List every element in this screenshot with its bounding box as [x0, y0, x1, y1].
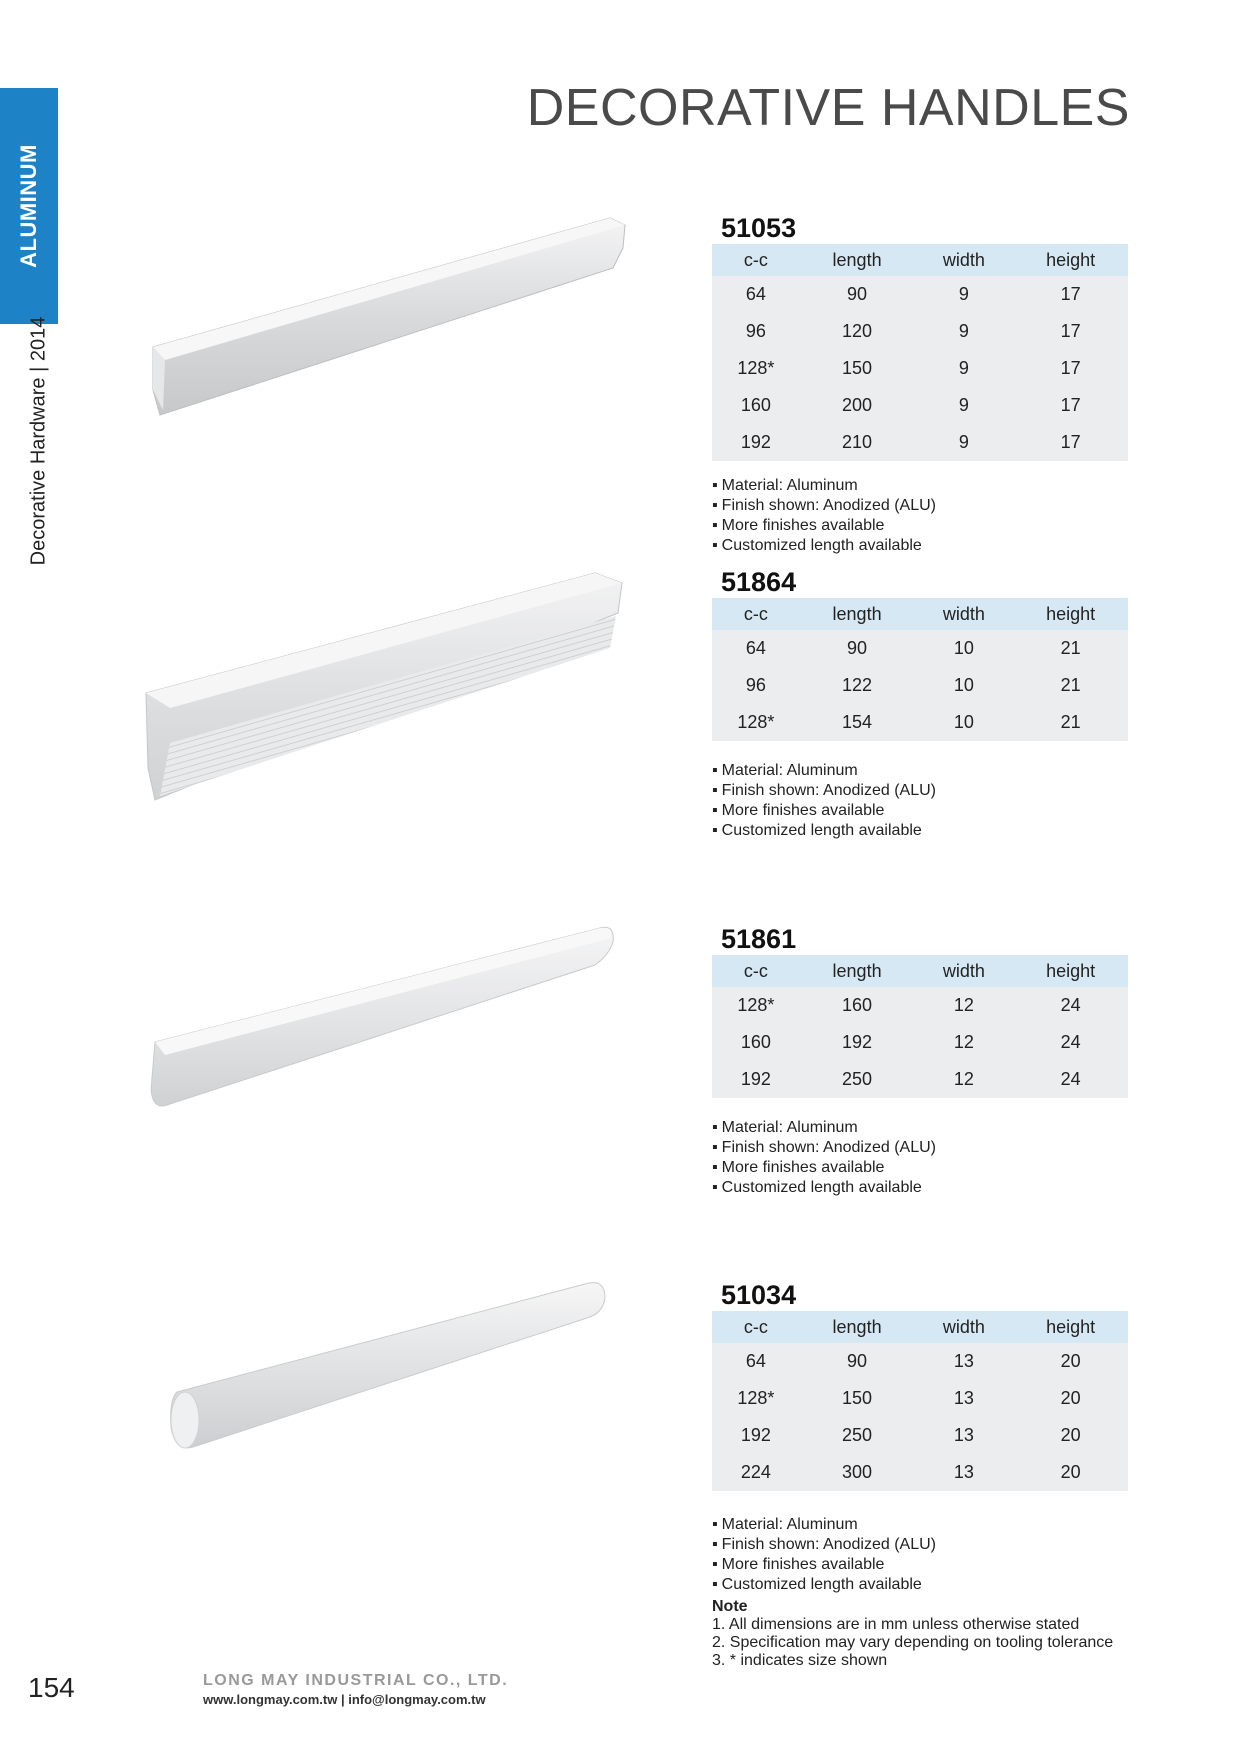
cell-width: 9: [958, 432, 969, 452]
feature-item: ▪ More finishes available: [712, 516, 1128, 536]
handle-image-51034: [165, 1272, 615, 1462]
cell-width: 13: [953, 1351, 974, 1371]
feature-item: ▪ Finish shown: Anodized (ALU): [712, 781, 1128, 801]
column-header-cc: c-c: [712, 955, 800, 987]
cell-length: 90: [847, 284, 868, 304]
table-row: [712, 350, 1128, 387]
cell-height: 21: [1060, 712, 1081, 732]
product-51861: [712, 923, 1128, 1198]
table-row: [712, 1380, 1128, 1417]
cell-width: 13: [953, 1425, 974, 1445]
table-row: [712, 667, 1128, 704]
table-row: [712, 1417, 1128, 1454]
column-header-length: length: [800, 1311, 915, 1343]
table-header-row: [712, 244, 1128, 276]
product-51034: [712, 1279, 1128, 1595]
note-block: [712, 1598, 1113, 1670]
feature-item: ▪ Material: Aluminum: [712, 476, 1128, 496]
cell-cc: 224: [740, 1462, 771, 1482]
cell-cc: 192: [740, 1425, 771, 1445]
spec-table: [712, 1311, 1128, 1491]
cell-cc: 160: [740, 395, 771, 415]
feature-item: ▪ Customized length available: [712, 821, 1128, 841]
cell-cc: 128*: [737, 712, 775, 732]
column-header-height: height: [1013, 598, 1128, 630]
cell-width: 12: [953, 995, 974, 1015]
column-header-height: height: [1013, 244, 1128, 276]
product-code: 51034: [721, 1280, 797, 1310]
feature-item: ▪ Finish shown: Anodized (ALU): [712, 1535, 1128, 1555]
table-row: [712, 1061, 1128, 1098]
feature-list: [712, 1515, 1128, 1595]
cell-height: 21: [1060, 638, 1081, 658]
feature-item: ▪ Material: Aluminum: [712, 1118, 1128, 1138]
table-row: [712, 704, 1128, 741]
column-header-cc: c-c: [712, 1311, 800, 1343]
column-header-cc: c-c: [712, 244, 800, 276]
cell-length: 250: [842, 1069, 873, 1089]
cell-length: 200: [842, 395, 873, 415]
column-header-cc: c-c: [712, 598, 800, 630]
cell-height: 17: [1060, 358, 1081, 378]
feature-item: ▪ Customized length available: [712, 1575, 1128, 1595]
handle-image-51053: [145, 210, 635, 430]
cell-length: 122: [842, 675, 873, 695]
cell-length: 150: [842, 358, 873, 378]
cell-height: 17: [1060, 284, 1081, 304]
table-header-row: [712, 955, 1128, 987]
feature-item: ▪ Material: Aluminum: [712, 1515, 1128, 1535]
product-51864: [712, 566, 1128, 841]
cell-width: 10: [953, 675, 974, 695]
feature-item: ▪ More finishes available: [712, 1555, 1128, 1575]
cell-length: 150: [842, 1388, 873, 1408]
table-row: [712, 1343, 1128, 1380]
cell-height: 17: [1060, 432, 1081, 452]
table-row: [712, 387, 1128, 424]
column-header-width: width: [914, 244, 1013, 276]
handle-image-51861: [145, 920, 625, 1120]
cell-length: 210: [842, 432, 873, 452]
cell-length: 160: [842, 995, 873, 1015]
cell-cc: 128*: [737, 995, 775, 1015]
cell-height: 17: [1060, 321, 1081, 341]
cell-width: 9: [958, 284, 969, 304]
column-header-width: width: [914, 598, 1013, 630]
cell-width: 12: [953, 1069, 974, 1089]
spec-table: [712, 955, 1128, 1098]
table-row: [712, 630, 1128, 667]
cell-width: 9: [958, 395, 969, 415]
cell-height: 21: [1060, 675, 1081, 695]
cell-width: 9: [958, 358, 969, 378]
cell-length: 300: [842, 1462, 873, 1482]
cell-height: 24: [1060, 1032, 1081, 1052]
feature-item: ▪ More finishes available: [712, 1158, 1128, 1178]
cell-cc: 160: [740, 1032, 771, 1052]
cell-width: 10: [953, 638, 974, 658]
column-header-length: length: [800, 955, 915, 987]
spec-table: [712, 244, 1128, 461]
note-title: Note: [712, 1598, 748, 1615]
cell-cc: 128*: [737, 1388, 775, 1408]
cell-cc: 96: [745, 675, 766, 695]
feature-item: ▪ Finish shown: Anodized (ALU): [712, 496, 1128, 516]
cell-length: 90: [847, 638, 868, 658]
handle-image-51864: [140, 568, 640, 818]
note-item: 3. * indicates size shown: [712, 1652, 888, 1669]
table-row: [712, 424, 1128, 461]
cell-width: 13: [953, 1388, 974, 1408]
cell-cc: 192: [740, 1069, 771, 1089]
cell-height: 20: [1060, 1351, 1081, 1371]
cell-length: 192: [842, 1032, 873, 1052]
product-code: 51053: [721, 213, 797, 243]
cell-cc: 96: [745, 321, 766, 341]
cell-width: 13: [953, 1462, 974, 1482]
note-item: 1. All dimensions are in mm unless otherwise stated: [712, 1616, 1080, 1633]
cell-length: 120: [842, 321, 873, 341]
contact-info: www.longmay.com.tw | info@longmay.com.tw: [203, 1692, 486, 1707]
column-header-length: length: [800, 244, 915, 276]
column-header-height: height: [1013, 955, 1128, 987]
product-code: 51861: [721, 924, 797, 954]
table-row: [712, 276, 1128, 313]
cell-height: 20: [1060, 1388, 1081, 1408]
cell-cc: 128*: [737, 358, 775, 378]
cell-height: 20: [1060, 1462, 1081, 1482]
cell-cc: 192: [740, 432, 771, 452]
side-tab-label: ALUMINUM: [16, 144, 41, 268]
cell-length: 250: [842, 1425, 873, 1445]
product-51053: [712, 212, 1128, 556]
feature-item: ▪ Material: Aluminum: [712, 761, 1128, 781]
feature-item: ▪ Finish shown: Anodized (ALU): [712, 1138, 1128, 1158]
table-header-row: [712, 1311, 1128, 1343]
cell-length: 154: [842, 712, 873, 732]
table-header-row: [712, 598, 1128, 630]
cell-height: 17: [1060, 395, 1081, 415]
cell-width: 9: [958, 321, 969, 341]
cell-height: 24: [1060, 1069, 1081, 1089]
feature-list: [712, 1118, 1128, 1198]
feature-item: ▪ Customized length available: [712, 1178, 1128, 1198]
column-header-width: width: [914, 1311, 1013, 1343]
note-item: 2. Specification may vary depending on tooling tolerance: [712, 1634, 1114, 1651]
side-tab: [0, 88, 58, 324]
spec-table: [712, 598, 1128, 741]
column-header-width: width: [914, 955, 1013, 987]
cell-height: 24: [1060, 995, 1081, 1015]
page-number: 154: [28, 1672, 75, 1703]
table-row: [712, 1024, 1128, 1061]
column-header-height: height: [1013, 1311, 1128, 1343]
cell-height: 20: [1060, 1425, 1081, 1445]
page-title: DECORATIVE HANDLES: [526, 79, 1130, 137]
table-row: [712, 987, 1128, 1024]
product-code: 51864: [721, 567, 797, 597]
feature-list: [712, 761, 1128, 841]
column-header-length: length: [800, 598, 915, 630]
catalog-caption: Decorative Hardware | 2014: [27, 316, 50, 566]
cell-length: 90: [847, 1351, 868, 1371]
cell-width: 10: [953, 712, 974, 732]
feature-list: [712, 476, 1128, 556]
cell-cc: 64: [745, 284, 766, 304]
table-row: [712, 1454, 1128, 1491]
company-name: LONG MAY INDUSTRIAL CO., LTD.: [203, 1672, 509, 1689]
feature-item: ▪ More finishes available: [712, 801, 1128, 821]
table-row: [712, 313, 1128, 350]
cell-cc: 64: [745, 1351, 766, 1371]
cell-width: 12: [953, 1032, 974, 1052]
feature-item: ▪ Customized length available: [712, 536, 1128, 556]
cell-cc: 64: [745, 638, 766, 658]
